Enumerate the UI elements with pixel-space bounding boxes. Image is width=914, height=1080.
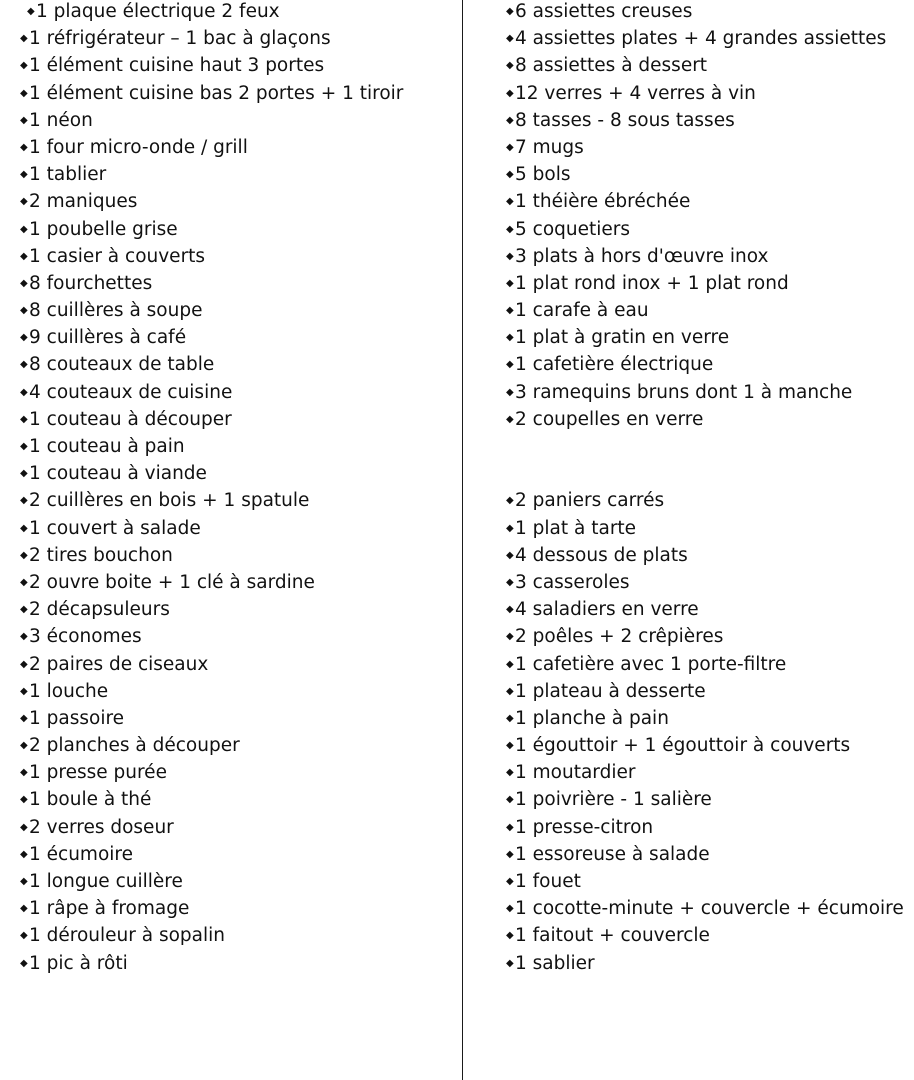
item-label: 1 plateau à desserte (515, 680, 706, 702)
item-label: 1 râpe à fromage (29, 898, 190, 920)
bullet-icon: ◆ (20, 413, 28, 425)
item-label: 8 couteaux de table (29, 354, 215, 376)
list-item (506, 653, 904, 680)
bullet-icon: ◆ (20, 114, 28, 126)
list-item (20, 435, 403, 462)
list-item (506, 54, 904, 81)
list-item (20, 190, 403, 217)
bullet-icon: ◆ (20, 87, 28, 99)
item-label: 1 cafetière avec 1 porte-filtre (515, 653, 787, 675)
item-label: 5 coquetiers (515, 218, 631, 240)
item-label: 1 poivrière - 1 salière (515, 789, 712, 811)
bullet-icon: ◆ (20, 277, 28, 289)
list-item (20, 54, 403, 81)
right-inventory-column (506, 0, 904, 979)
bullet-icon: ◆ (506, 740, 514, 752)
bullet-icon: ◆ (20, 957, 28, 969)
item-label: 1 égouttoir + 1 égouttoir à couverts (515, 735, 851, 757)
item-label: 1 sablier (515, 952, 595, 974)
list-item (20, 816, 403, 843)
bullet-icon: ◆ (20, 740, 28, 752)
item-label: 1 passoire (29, 707, 125, 729)
bullet-icon: ◆ (506, 848, 514, 860)
item-label: 2 paires de ciseaux (29, 653, 209, 675)
list-item (506, 190, 904, 217)
bullet-icon: ◆ (506, 522, 514, 534)
item-label: 8 fourchettes (29, 272, 153, 294)
item-label: 2 maniques (29, 191, 138, 213)
bullet-icon: ◆ (506, 305, 514, 317)
list-item (20, 544, 403, 571)
bullet-icon: ◆ (20, 169, 28, 181)
bullet-icon: ◆ (506, 33, 514, 45)
item-label: 1 réfrigérateur – 1 bac à glaçons (29, 28, 331, 50)
bullet-icon: ◆ (20, 386, 28, 398)
bullet-icon: ◆ (20, 604, 28, 616)
bullet-icon: ◆ (20, 821, 28, 833)
list-item (20, 897, 403, 924)
list-item (506, 843, 904, 870)
item-label: 2 paniers carrés (515, 490, 665, 512)
bullet-icon: ◆ (506, 549, 514, 561)
list-item (20, 163, 403, 190)
list-item (506, 326, 904, 353)
item-label: 7 mugs (515, 136, 584, 158)
item-label: 1 moutardier (515, 762, 636, 784)
list-item (506, 870, 904, 897)
list-item (20, 571, 403, 598)
bullet-icon: ◆ (506, 495, 514, 507)
item-label: 1 poubelle grise (29, 218, 178, 240)
list-item (506, 136, 904, 163)
item-label: 2 planches à découper (29, 735, 240, 757)
item-label: 3 casseroles (515, 571, 630, 593)
list-item (506, 82, 904, 109)
bullet-icon: ◆ (506, 821, 514, 833)
item-label: 1 essoreuse à salade (515, 843, 710, 865)
bullet-icon: ◆ (20, 848, 28, 860)
list-item (20, 517, 403, 544)
list-item (506, 218, 904, 245)
list-item (506, 109, 904, 136)
bullet-icon: ◆ (20, 930, 28, 942)
item-label: 4 couteaux de cuisine (29, 381, 233, 403)
list-item (20, 299, 403, 326)
list-item (506, 272, 904, 299)
item-label: 1 presse purée (29, 762, 167, 784)
bullet-icon: ◆ (20, 223, 28, 235)
item-label: 1 planche à pain (515, 707, 669, 729)
item-label: 1 néon (29, 109, 93, 131)
item-label: 1 tablier (29, 164, 107, 186)
bullet-icon: ◆ (20, 332, 28, 344)
item-label: 6 assiettes creuses (515, 1, 693, 22)
item-label: 2 ouvre boite + 1 clé à sardine (29, 571, 315, 593)
bullet-icon: ◆ (20, 903, 28, 915)
item-label: 1 louche (29, 680, 109, 702)
list-item (20, 489, 403, 516)
bullet-icon: ◆ (506, 332, 514, 344)
item-label: 2 cuillères en bois + 1 spatule (29, 490, 310, 512)
bullet-icon: ◆ (506, 114, 514, 126)
item-label: 1 pic à rôti (29, 952, 128, 974)
item-label: 1 couteau à pain (29, 436, 185, 457)
item-label: 1 couteau à découper (29, 408, 232, 430)
item-label: 1 élément cuisine bas 2 portes + 1 tiroir (29, 82, 404, 104)
bullet-icon: ◆ (506, 386, 514, 398)
list-item (506, 517, 904, 544)
item-label: 1 plat rond inox + 1 plat rond (515, 272, 789, 294)
list-item (506, 897, 904, 924)
item-label: 1 plat à gratin en verre (515, 327, 730, 349)
list-item (20, 381, 403, 408)
list-item (20, 924, 403, 951)
list-item (20, 272, 403, 299)
bullet-icon: ◆ (20, 522, 28, 534)
bullet-icon: ◆ (20, 549, 28, 561)
bullet-icon: ◆ (506, 658, 514, 670)
item-label: 1 couvert à salade (29, 517, 201, 539)
list-item (506, 489, 904, 516)
bullet-icon: ◆ (506, 141, 514, 153)
list-spacer (506, 435, 904, 462)
bullet-icon: ◆ (20, 576, 28, 588)
list-item (20, 680, 403, 707)
list-spacer (506, 462, 904, 489)
item-label: 1 plat à tarte (515, 517, 637, 539)
bullet-icon: ◆ (20, 631, 28, 643)
bullet-icon: ◆ (27, 6, 35, 17)
list-item (506, 924, 904, 951)
bullet-icon: ◆ (506, 196, 514, 208)
item-label: 2 coupelles en verre (515, 408, 704, 430)
item-label: 2 poêles + 2 crêpières (515, 626, 724, 648)
bullet-icon: ◆ (506, 930, 514, 942)
bullet-icon: ◆ (506, 223, 514, 235)
item-label: 1 théière ébréchée (515, 191, 691, 213)
list-item (506, 27, 904, 54)
item-label: 3 économes (29, 626, 142, 648)
item-label: 2 verres doseur (29, 816, 174, 838)
list-item (506, 761, 904, 788)
bullet-icon: ◆ (506, 359, 514, 371)
bullet-icon: ◆ (506, 60, 514, 72)
item-label: 1 couteau à viande (29, 463, 207, 485)
bullet-icon: ◆ (20, 60, 28, 72)
list-item (506, 680, 904, 707)
item-label: 4 assiettes plates + 4 grandes assiettes (515, 28, 887, 50)
bullet-icon: ◆ (20, 141, 28, 153)
item-label: 9 cuillères à café (29, 327, 187, 349)
bullet-icon: ◆ (506, 413, 514, 425)
list-item (20, 245, 403, 272)
list-item (506, 598, 904, 625)
list-item (20, 707, 403, 734)
list-item (20, 598, 403, 625)
item-label: 3 plats à hors d'œuvre inox (515, 245, 769, 267)
item-label: 1 carafe à eau (515, 300, 649, 322)
item-label: 1 fouet (515, 871, 581, 892)
list-item (20, 408, 403, 435)
list-item (506, 788, 904, 815)
list-item (20, 462, 403, 489)
item-label: 8 assiettes à dessert (515, 55, 708, 77)
item-label: 1 cafetière électrique (515, 354, 714, 376)
list-item (20, 27, 403, 54)
list-item (20, 353, 403, 380)
list-item (20, 109, 403, 136)
item-label: 1 élément cuisine haut 3 portes (29, 55, 325, 77)
list-item (20, 734, 403, 761)
bullet-icon: ◆ (20, 685, 28, 697)
bullet-icon: ◆ (20, 33, 28, 45)
list-item (20, 788, 403, 815)
bullet-icon: ◆ (506, 169, 514, 181)
bullet-icon: ◆ (506, 87, 514, 99)
bullet-icon: ◆ (20, 712, 28, 724)
list-item (506, 381, 904, 408)
list-item (506, 299, 904, 326)
item-label: 8 tasses - 8 sous tasses (515, 109, 735, 131)
bullet-icon: ◆ (506, 876, 514, 887)
item-label: 1 four micro-onde / grill (29, 136, 248, 158)
bullet-icon: ◆ (20, 305, 28, 317)
item-label: 1 casier à couverts (29, 245, 206, 267)
bullet-icon: ◆ (506, 631, 514, 643)
item-label: 1 faitout + couvercle (515, 925, 710, 947)
item-label: 2 décapsuleurs (29, 599, 170, 621)
list-item (20, 136, 403, 163)
bullet-icon: ◆ (506, 6, 514, 17)
left-inventory-column (20, 0, 403, 979)
bullet-icon: ◆ (506, 277, 514, 289)
list-item (20, 653, 403, 680)
bullet-icon: ◆ (506, 250, 514, 262)
bullet-icon: ◆ (506, 957, 514, 969)
list-item (20, 625, 403, 652)
item-label: 3 ramequins bruns dont 1 à manche (515, 381, 853, 403)
bullet-icon: ◆ (20, 794, 28, 806)
bullet-icon: ◆ (506, 903, 514, 915)
list-item (20, 761, 403, 788)
list-item (506, 707, 904, 734)
bullet-icon: ◆ (506, 685, 514, 697)
list-item (506, 245, 904, 272)
bullet-icon: ◆ (20, 250, 28, 262)
item-label: 1 plaque électrique 2 feux (36, 1, 280, 22)
item-label: 8 cuillères à soupe (29, 300, 203, 322)
item-label: 12 verres + 4 verres à vin (515, 82, 756, 104)
bullet-icon: ◆ (20, 876, 28, 887)
item-label: 2 tires bouchon (29, 544, 173, 566)
bullet-icon: ◆ (20, 359, 28, 371)
item-label: 1 écumoire (29, 843, 133, 865)
list-item (506, 952, 904, 979)
bullet-icon: ◆ (506, 576, 514, 588)
list-item (20, 218, 403, 245)
item-label: 5 bols (515, 164, 571, 186)
bullet-icon: ◆ (20, 196, 28, 208)
bullet-icon: ◆ (20, 468, 28, 480)
list-item (20, 0, 403, 27)
bullet-icon: ◆ (506, 712, 514, 724)
list-item (20, 326, 403, 353)
bullet-icon: ◆ (20, 658, 28, 670)
item-label: 1 longue cuillère (29, 871, 183, 892)
column-divider (462, 0, 463, 1080)
item-label: 4 saladiers en verre (515, 599, 699, 621)
item-label: 1 presse-citron (515, 816, 654, 838)
list-item (506, 163, 904, 190)
list-item (506, 408, 904, 435)
list-item (20, 843, 403, 870)
list-item (20, 82, 403, 109)
list-item (20, 870, 403, 897)
list-item (506, 353, 904, 380)
item-label: 1 boule à thé (29, 789, 152, 811)
list-item (20, 952, 403, 979)
list-item (506, 571, 904, 598)
list-item (506, 625, 904, 652)
item-label: 4 dessous de plats (515, 544, 688, 566)
bullet-icon: ◆ (506, 604, 514, 616)
list-item (506, 0, 904, 27)
list-item (506, 816, 904, 843)
list-item (506, 544, 904, 571)
bullet-icon: ◆ (506, 767, 514, 779)
item-label: 1 dérouleur à sopalin (29, 925, 226, 947)
item-label: 1 cocotte-minute + couvercle + écumoire (515, 898, 904, 920)
list-item (506, 734, 904, 761)
bullet-icon: ◆ (20, 441, 28, 452)
bullet-icon: ◆ (20, 767, 28, 779)
bullet-icon: ◆ (506, 794, 514, 806)
bullet-icon: ◆ (20, 495, 28, 507)
